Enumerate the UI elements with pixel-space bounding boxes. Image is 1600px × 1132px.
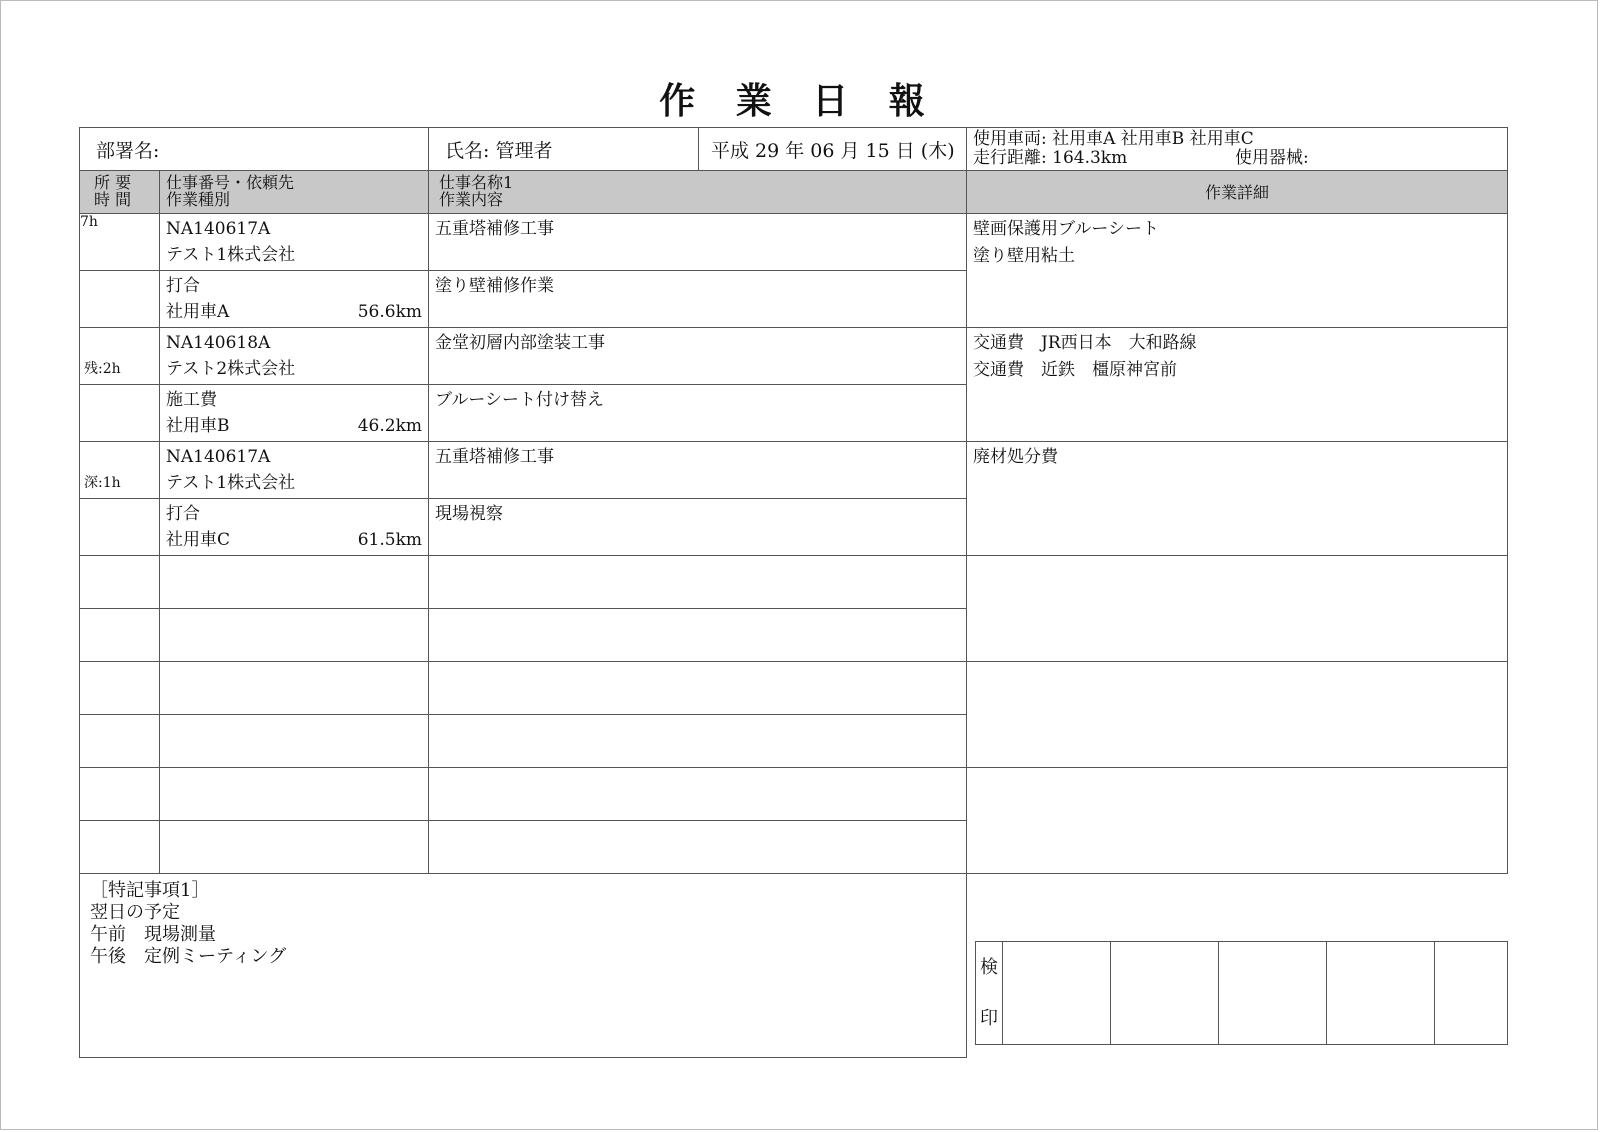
- job-cell: [160, 328, 429, 385]
- vehicle-cell: [967, 128, 1508, 171]
- department-label: 部署名:: [96, 139, 160, 162]
- content-cell: [429, 499, 967, 556]
- job-name: 五重塔補修工事: [435, 219, 554, 239]
- empty-row: [80, 556, 1508, 609]
- table-row: [80, 214, 1508, 271]
- content-cell: [429, 385, 967, 442]
- distance-field: 走行距離: 164.3km: [973, 148, 1128, 168]
- client-name: テスト1株式会社: [166, 473, 296, 493]
- stamp-box[interactable]: [1003, 942, 1111, 1045]
- col-job-line1: 仕事番号・依頼先: [166, 173, 295, 192]
- job-name-cell: [429, 328, 967, 385]
- detail-cell: [967, 328, 1508, 442]
- time-cell: [80, 328, 160, 385]
- vehicles-field: 使用車両: 社用車A 社用車B 社用車C: [973, 129, 1254, 149]
- table-row: [80, 442, 1508, 499]
- detail-line: 廃材処分費: [973, 447, 1058, 467]
- empty-row: [80, 662, 1508, 715]
- col-name-header: [429, 171, 967, 214]
- remarks-line: 午前 現場測量: [90, 924, 216, 945]
- job-name-cell: [429, 442, 967, 499]
- vehicle-km: 56.6km: [357, 302, 422, 322]
- stamp-box[interactable]: [1435, 942, 1508, 1045]
- name-field: 氏名: 管理者: [429, 128, 699, 170]
- job-name-cell: [429, 214, 967, 271]
- report-table: [79, 127, 1508, 1058]
- date-field: 平成 29 年 06 月 15 日 (木): [711, 139, 955, 162]
- time-cell-empty: [80, 499, 160, 556]
- stamp-box[interactable]: [1219, 942, 1327, 1045]
- table-row: [80, 328, 1508, 385]
- category-cell: [160, 271, 429, 328]
- stamp-label: [976, 942, 1003, 1045]
- col-time-header: [80, 171, 160, 214]
- vehicle-name: 社用車B: [166, 416, 230, 436]
- detail-cell: [967, 214, 1508, 328]
- empty-row: [80, 768, 1508, 821]
- report-title: 作 業 日 報: [659, 81, 939, 122]
- col-detail-header: [967, 171, 1508, 214]
- col-time-line1: 所 要: [94, 173, 132, 192]
- approval-stamp-box: [975, 941, 1508, 1045]
- work-category: 打合: [166, 504, 200, 524]
- detail-line: 交通費 近鉄 橿原神宮前: [973, 360, 1177, 380]
- vehicle-km: 61.5km: [357, 530, 422, 550]
- time-value: 残:2h: [84, 361, 121, 377]
- name-date-cell: [429, 128, 967, 171]
- job-name: 金堂初層内部塗装工事: [435, 333, 605, 353]
- vehicle-name: 社用車C: [166, 530, 231, 550]
- job-cell: [160, 214, 429, 271]
- category-cell: [160, 385, 429, 442]
- job-name: 五重塔補修工事: [435, 447, 554, 467]
- job-cell: [160, 442, 429, 499]
- stamp-box[interactable]: [1327, 942, 1435, 1045]
- work-category: 施工費: [166, 390, 217, 410]
- client-name: テスト1株式会社: [166, 245, 296, 265]
- work-content: 現場視察: [435, 504, 503, 524]
- client-name: テスト2株式会社: [166, 359, 296, 379]
- remarks-line: 午後 定例ミーティング: [90, 946, 287, 967]
- category-cell: [160, 499, 429, 556]
- remarks-heading: ［特記事項1］: [90, 880, 210, 901]
- col-name-line1: 仕事名称1: [439, 173, 514, 192]
- col-detail-label: 作業詳細: [1204, 182, 1269, 202]
- col-job-header: [160, 171, 429, 214]
- job-number: NA140617A: [166, 219, 271, 239]
- work-content: ブルーシート付け替え: [435, 390, 604, 410]
- detail-cell: [967, 442, 1508, 556]
- col-name-line2: 作業内容: [439, 190, 504, 209]
- equipment-field: 使用器械:: [1235, 148, 1309, 168]
- detail-line: 交通費 JR西日本 大和路線: [973, 333, 1197, 353]
- stamp-label-top: 検: [980, 957, 998, 978]
- work-content: 塗り壁補修作業: [435, 276, 554, 296]
- department-cell: [80, 128, 429, 171]
- col-job-line2: 作業種別: [166, 190, 231, 209]
- content-cell: [429, 271, 967, 328]
- stamp-label-bottom: 印: [980, 1008, 998, 1029]
- time-cell-empty: [80, 385, 160, 442]
- time-cell: 7h: [80, 214, 160, 271]
- job-number: NA140618A: [166, 333, 271, 353]
- work-category: 打合: [166, 276, 200, 296]
- stamp-box[interactable]: [1111, 942, 1219, 1045]
- vehicle-name: 社用車A: [166, 302, 230, 322]
- vehicle-km: 46.2km: [357, 416, 422, 436]
- col-time-line2: 時 間: [94, 190, 132, 209]
- time-value: 深:1h: [84, 475, 121, 491]
- detail-line: 壁画保護用ブルーシート: [973, 219, 1159, 239]
- time-cell-empty: [80, 271, 160, 328]
- job-number: NA140617A: [166, 447, 271, 467]
- remarks-cell: [80, 874, 967, 1058]
- time-cell: [80, 442, 160, 499]
- detail-line: 塗り壁用粘土: [973, 246, 1075, 266]
- remarks-line: 翌日の予定: [90, 902, 180, 923]
